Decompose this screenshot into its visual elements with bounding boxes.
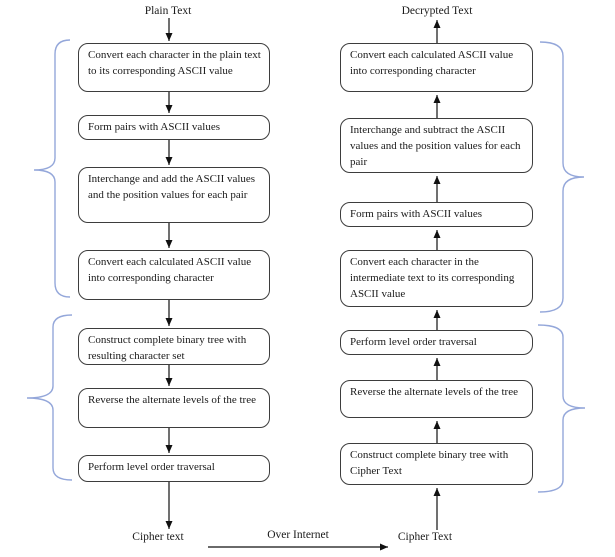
brace-encrypt-phase1 — [34, 40, 70, 297]
flow-box-ascii-to-character-decrypt: Convert each calculated ASCII value into corresponding character — [340, 43, 533, 92]
flow-box-reverse-levels-encrypt: Reverse the alternate levels of the tree — [78, 388, 270, 428]
brace-encrypt-phase2 — [27, 315, 72, 480]
flow-box-form-pairs-encrypt: Form pairs with ASCII values — [78, 115, 270, 140]
flow-box-interchange-add: Interchange and add the ASCII values and the position values for each pair — [78, 167, 270, 223]
label-over-internet: Over Internet — [267, 529, 329, 541]
flow-box-form-pairs-decrypt: Form pairs with ASCII values — [340, 202, 533, 227]
brace-decrypt-phase2 — [538, 325, 585, 492]
label-decrypted-text: Decrypted Text — [401, 5, 473, 17]
label-cipher-text-left: Cipher text — [132, 531, 184, 543]
flow-box-convert-plain-to-ascii: Convert each character in the plain text to its corresponding ASCII value — [78, 43, 270, 92]
label-plain-text: Plain Text — [144, 5, 192, 17]
label-cipher-text-right: Cipher Text — [397, 531, 453, 543]
flow-box-reverse-levels-decrypt: Reverse the alternate levels of the tree — [340, 380, 533, 418]
flow-box-interchange-subtract: Interchange and subtract the ASCII values and the position values for each pair — [340, 118, 533, 173]
flow-box-construct-tree-encrypt: Construct complete binary tree with resulting character set — [78, 328, 270, 365]
flow-box-construct-tree-decrypt: Construct complete binary tree with Cipher Text — [340, 443, 533, 485]
flow-box-convert-intermediate-to-ascii: Convert each character in the intermediate text to its corresponding ASCII value — [340, 250, 533, 307]
brace-decrypt-phase1 — [540, 42, 584, 312]
flow-box-level-order-traversal-encrypt: Perform level order traversal — [78, 455, 270, 482]
flow-box-level-order-traversal-decrypt: Perform level order traversal — [340, 330, 533, 355]
flow-box-ascii-to-character-encrypt: Convert each calculated ASCII value into corresponding character — [78, 250, 270, 300]
